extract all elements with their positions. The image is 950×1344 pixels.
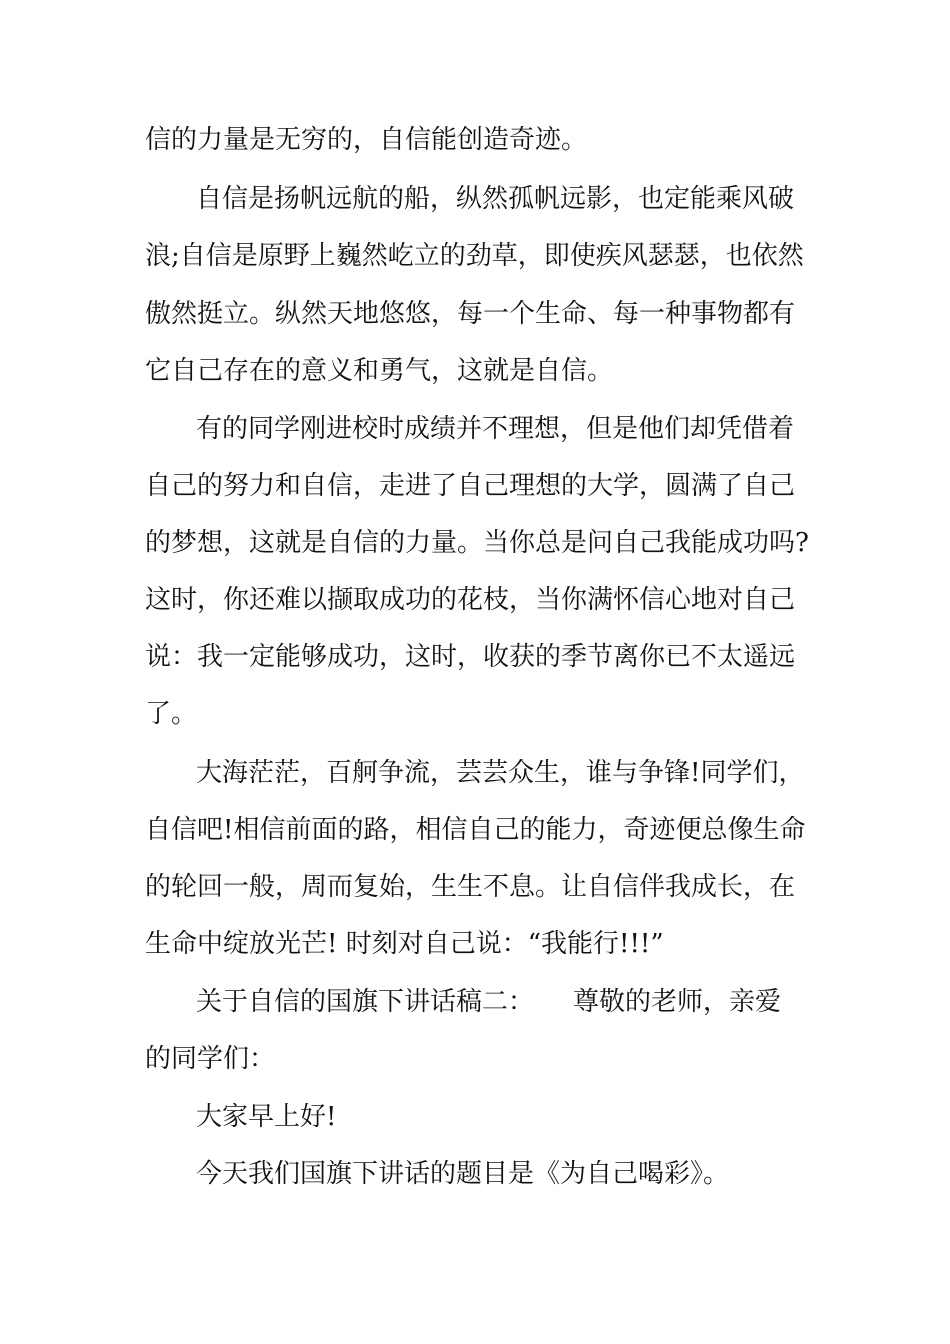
paragraph-first-line: 自信是扬帆远航的船，纵然孤帆远影，也定能乘风破: [196, 184, 795, 214]
text-line: 傲然挺立。纵然天地悠悠，每一个生命、每一种事物都有: [145, 299, 796, 329]
text-line: 的梦想，这就是自信的力量。当你总是问自己我能成功吗?: [145, 528, 809, 558]
text-line: 了。: [145, 699, 198, 729]
text-line: 自己的努力和自信，走进了自己理想的大学，圆满了自己: [145, 471, 796, 501]
paragraph-first-line: 关于自信的国旗下讲话稿二： 尊敬的老师，亲爱: [196, 987, 782, 1017]
paragraph-first-line: 今天我们国旗下讲话的题目是《为自己喝彩》。: [196, 1159, 730, 1189]
text-line: 信的力量是无穷的，自信能创造奇迹。: [145, 125, 588, 155]
paragraph-first-line: 大海茫茫，百舸争流，芸芸众生，谁与争锋!同学们，: [196, 758, 805, 788]
paragraph-first-line: 大家早上好!: [196, 1102, 337, 1132]
text-line: 的轮回一般，周而复始，生生不息。让自信伴我成长，在: [145, 872, 796, 902]
text-line: 生命中绽放光芒! 时刻对自己说：“我能行!!!”: [145, 929, 664, 959]
text-line: 说：我一定能够成功，这时，收获的季节离你已不太遥远: [145, 642, 796, 672]
text-line: 这时，你还难以撷取成功的花枝，当你满怀信心地对自己: [145, 585, 796, 615]
paragraph-first-line: 有的同学刚进校时成绩并不理想，但是他们却凭借着: [196, 414, 795, 444]
text-line: 的同学们：: [145, 1044, 276, 1074]
text-line: 浪;自信是原野上巍然屹立的劲草，即使疾风瑟瑟，也依然: [145, 241, 804, 271]
text-line: 自信吧!相信前面的路，相信自己的能力，奇迹便总像生命: [145, 815, 806, 845]
text-line: 它自己存在的意义和勇气，这就是自信。: [145, 356, 614, 386]
